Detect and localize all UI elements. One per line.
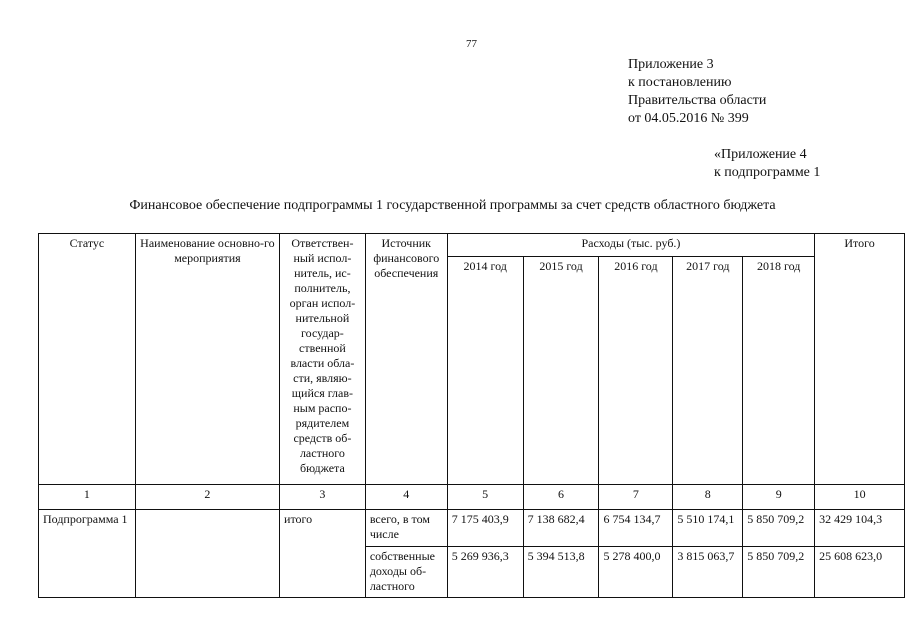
row-executor: итого bbox=[280, 510, 366, 598]
header-year: 2015 год bbox=[523, 257, 599, 485]
row-value: 5 850 709,2 bbox=[743, 510, 815, 547]
column-number: 8 bbox=[673, 485, 743, 510]
row-total: 32 429 104,3 bbox=[815, 510, 905, 547]
row-value: 5 510 174,1 bbox=[673, 510, 743, 547]
header-event-name: Наименование основно-го мероприятия bbox=[135, 234, 279, 485]
appendix-block bbox=[628, 56, 766, 128]
column-number: 3 bbox=[280, 485, 366, 510]
column-number-row bbox=[39, 485, 905, 510]
row-value: 3 815 063,7 bbox=[673, 547, 743, 598]
row-value: 5 850 709,2 bbox=[743, 547, 815, 598]
appendix-line: Приложение 3 bbox=[628, 57, 714, 72]
appendix-line: от 04.05.2016 № 399 bbox=[628, 111, 749, 126]
document-title: Финансовое обеспечение подпрограммы 1 государственной программы за счет средств областного бюджета bbox=[129, 198, 776, 213]
row-value: 7 138 682,4 bbox=[523, 510, 599, 547]
column-number: 10 bbox=[815, 485, 905, 510]
column-number: 1 bbox=[39, 485, 136, 510]
row-event-name bbox=[135, 510, 279, 598]
column-number: 5 bbox=[447, 485, 523, 510]
row-source: всего, в том числе bbox=[365, 510, 447, 547]
header-row bbox=[39, 234, 905, 257]
finance-table bbox=[38, 233, 905, 598]
row-value: 5 394 513,8 bbox=[523, 547, 599, 598]
row-status: Подпрограмма 1 bbox=[39, 510, 136, 598]
column-number: 6 bbox=[523, 485, 599, 510]
appendix-line: к постановлению bbox=[628, 75, 732, 90]
header-year: 2014 год bbox=[447, 257, 523, 485]
row-source: собственные доходы об-ластного bbox=[365, 547, 447, 598]
column-number: 7 bbox=[599, 485, 673, 510]
row-value: 5 278 400,0 bbox=[599, 547, 673, 598]
page-number: 77 bbox=[466, 38, 477, 50]
row-value: 6 754 134,7 bbox=[599, 510, 673, 547]
row-total: 25 608 623,0 bbox=[815, 547, 905, 598]
header-expenses: Расходы (тыс. руб.) bbox=[447, 234, 814, 257]
sub-appendix-block bbox=[714, 146, 820, 182]
header-executor: Ответствен-ный испол-нитель, ис-полнитель, орган испол-нительной государ-ственной власти обла-сти, являю-щийся глав-ным распо-рядителем средств об-ластного бюджета bbox=[280, 234, 366, 485]
column-number: 9 bbox=[743, 485, 815, 510]
sub-appendix-line: «Приложение 4 bbox=[714, 147, 807, 162]
header-year: 2018 год bbox=[743, 257, 815, 485]
header-total: Итого bbox=[815, 234, 905, 485]
table-row bbox=[39, 510, 905, 547]
row-value: 7 175 403,9 bbox=[447, 510, 523, 547]
row-value: 5 269 936,3 bbox=[447, 547, 523, 598]
header-status: Статус bbox=[39, 234, 136, 485]
header-year: 2016 год bbox=[599, 257, 673, 485]
column-number: 4 bbox=[365, 485, 447, 510]
header-year: 2017 год bbox=[673, 257, 743, 485]
sub-appendix-line: к подпрограмме 1 bbox=[714, 165, 821, 180]
appendix-line: Правительства области bbox=[628, 93, 767, 108]
column-number: 2 bbox=[135, 485, 279, 510]
header-source: Источник финансового обеспечения bbox=[365, 234, 447, 485]
